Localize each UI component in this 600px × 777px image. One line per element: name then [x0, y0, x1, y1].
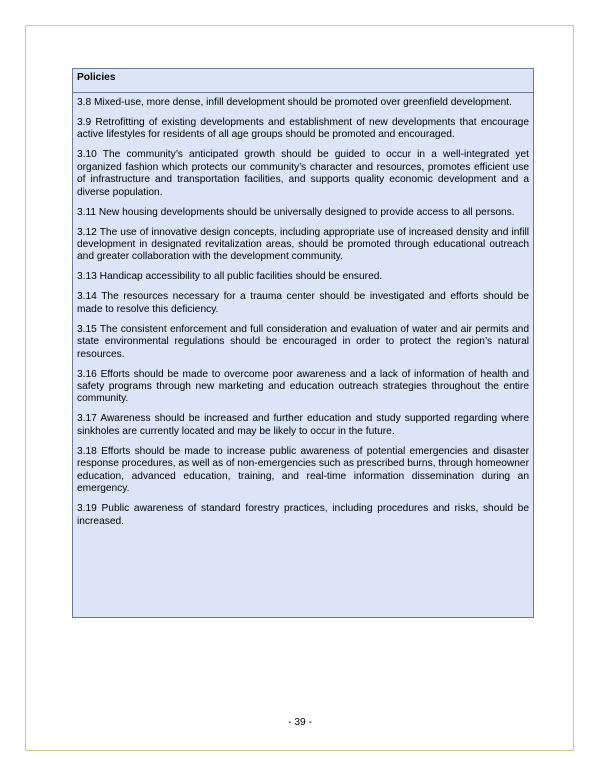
policy-3-8: 3.8 Mixed-use, more dense, infill development should be promoted over greenfield development.	[77, 97, 512, 108]
policy-3-10: 3.10 The community’s anticipated growth should be guided to occur in a well-integrated yet organized fashion which protects our community’s character and resources, promotes efficient use of infrastructure and transportation facilities, and supports quality economic development and a diverse population.	[77, 149, 529, 198]
policy-3-9: 3.9 Retrofitting of existing developments and establishment of new developments that encourage active lifestyles for residents of all age groups should be promoted and encouraged.	[77, 117, 529, 141]
policy-3-17: 3.17 Awareness should be increased and further education and study supported regarding where sinkholes are currently located and may be likely to occur in the future.	[77, 413, 529, 437]
policy-3-12: 3.12 The use of innovative design concepts, including appropriate use of increased density and infill development in designated revitalization areas, should be promoted through educational outreach and greater collaboration with the development community.	[77, 226, 529, 263]
policy-3-19: 3.19 Public awareness of standard forestry practices, including procedures and risks, should be increased.	[77, 503, 529, 527]
page-number: - 39 -	[288, 717, 312, 728]
policies-table	[72, 68, 534, 618]
policy-3-11: 3.11 New housing developments should be universally designed to provide access to all persons.	[77, 206, 515, 218]
policy-3-16: 3.16 Efforts should be made to overcome poor awareness and a lack of information of health and safety programs through new marketing and education outreach strategies throughout the entire community.	[77, 368, 529, 405]
table-header: Policies	[73, 69, 533, 93]
policy-3-13: 3.13 Handicap accessibility to all public facilities should be ensured.	[77, 271, 383, 283]
policy-3-14: 3.14 The resources necessary for a trauma center should be investigated and efforts should be made to resolve this deficiency.	[77, 291, 529, 315]
policy-3-15: 3.15 The consistent enforcement and full consideration and evaluation of water and air permits and state environmental regulations should be encouraged in order to protect the region’s natural resources.	[77, 323, 529, 360]
table-body	[73, 93, 533, 617]
policy-3-18: 3.18 Efforts should be made to increase public awareness of potential emergencies and disaster response procedures, as well as of non-emergencies such as prescribed burns, through homeowner education, advanced education, training, and real-time information dissemination during an emergency.	[77, 445, 529, 495]
